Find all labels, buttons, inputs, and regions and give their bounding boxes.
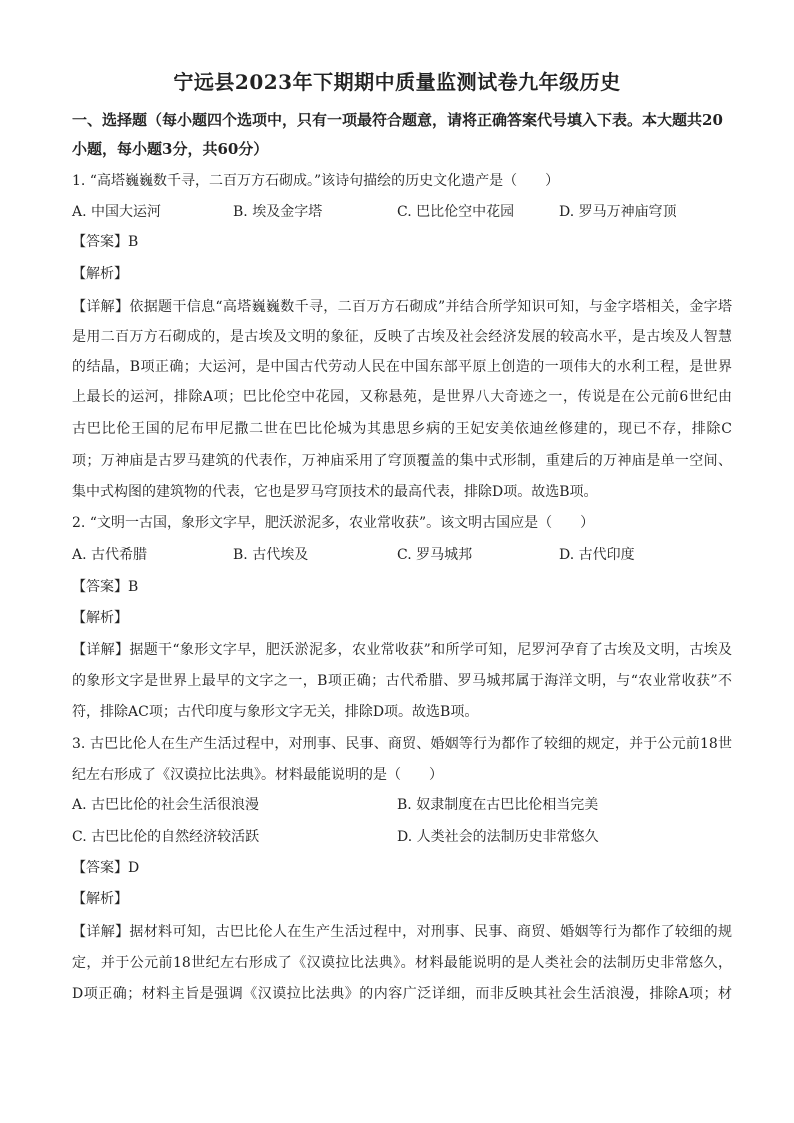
question-3-stem: 3. 古巴比伦人在生产生活过程中，对刑事、民事、商贸、婚姻等行为都作了较细的规定，并于公元前18世 [72,736,732,752]
q3-option-b: B. 奴隶制度在古巴比伦相当完美 [397,797,599,813]
q3-option-c: C. 古巴比伦的自然经济较活跃 [72,829,260,845]
q3-answer: 【答案】D [72,860,140,876]
q3-detail-line: 【详解】据材料可知，古巴比伦人在生产生活过程中，对刑事、民事、商贸、婚姻等行为都作了较细的规 [72,924,732,940]
q2-option-d: D. 古代印度 [559,547,635,563]
q2-option-b: B. 古代埃及 [233,547,309,563]
q2-detail-line: 的象形文字是世界上最早的文字之一，B项正确；古代希腊、罗马城邦属于海洋文明，与“农业常收获”不 [72,673,732,689]
q1-option-a: A. 中国大运河 [72,204,162,220]
q1-analysis-label: 【解析】 [72,266,128,282]
question-3-stem: 纪左右形成了《汉谟拉比法典》。材料最能说明的是（ ） [72,767,443,783]
q2-detail-line: 符，排除AC项；古代印度与象形文字无关，排除D项。故选B项。 [72,704,479,720]
q1-detail-line: 【详解】依据题干信息“高塔巍巍数千寻，二百万方石砌成”并结合所学知识可知，与金字塔相关，金字塔 [72,299,732,315]
q3-option-a: A. 古巴比伦的社会生活很浪漫 [72,797,260,813]
q1-detail-line: 是用二百万方石砌成的，是古埃及文明的象征，反映了古埃及社会经济发展的较高水平，是古埃及人智慧 [72,329,732,345]
q1-option-c: C. 巴比伦空中花园 [397,204,515,220]
q1-detail-line: 古巴比伦王国的尼布甲尼撒二世在巴比伦城为其患思乡病的王妃安美依迪丝修建的，现已不存，排除C [72,421,732,437]
q2-option-c: C. 罗马城邦 [397,547,473,563]
q1-detail-line: 的结晶，B项正确；大运河，是中国古代劳动人民在中国东部平原上创造的一项伟大的水利工程，是世界 [72,359,732,375]
q1-detail-line: 集中式构图的建筑物的代表，它也是罗马穹顶技术的最高代表，排除D项。故选B项。 [72,484,598,500]
q2-option-a: A. 古代希腊 [72,547,148,563]
q3-analysis-label: 【解析】 [72,891,128,907]
q1-option-b: B. 埃及金字塔 [233,204,323,220]
q1-detail-line: 上最长的运河，排除A项；巴比伦空中花园，又称悬苑，是世界八大奇迹之一，传说是在公元前6世纪由 [72,389,732,405]
q1-option-d: D. 罗马万神庙穹顶 [559,204,677,220]
question-2-stem: 2. “文明一古国，象形文字早，肥沃淤泥多，农业常收获”。该文明古国应是（ ） [72,515,595,531]
page-title: 宁远县2023年下期期中质量监测试卷九年级历史 [173,70,621,94]
q3-option-d: D. 人类社会的法制历史非常悠久 [397,829,599,845]
q3-detail-line: 定，并于公元前18世纪左右形成了《汉谟拉比法典》。材料最能说明的是人类社会的法制历史非常悠久， [72,955,732,971]
q2-answer: 【答案】B [72,579,139,595]
section-heading: 一、选择题（每小题四个选项中，只有一项最符合题意，请将正确答案代号填入下表。本大题共20小题，每小题3分，共60分） [72,111,723,158]
q1-detail-line: 项；万神庙是古罗马建筑的代表作，万神庙采用了穹顶覆盖的集中式形制，重建后的万神庙是单一空间、 [72,453,732,469]
q3-detail-line: D项正确；材料主旨是强调《汉谟拉比法典》的内容广泛详细，而非反映其社会生活浪漫，排除A项；材 [72,986,732,1002]
q2-analysis-label: 【解析】 [72,610,128,626]
question-1-stem: 1. “高塔巍巍数千寻，二百万方石砌成。”该诗句描绘的历史文化遗产是（ ） [72,173,560,189]
q1-answer: 【答案】B [72,234,139,250]
q2-detail-line: 【详解】据题干“象形文字早，肥沃淤泥多，农业常收获”和所学可知，尼罗河孕育了古埃及文明，古埃及 [72,642,732,658]
